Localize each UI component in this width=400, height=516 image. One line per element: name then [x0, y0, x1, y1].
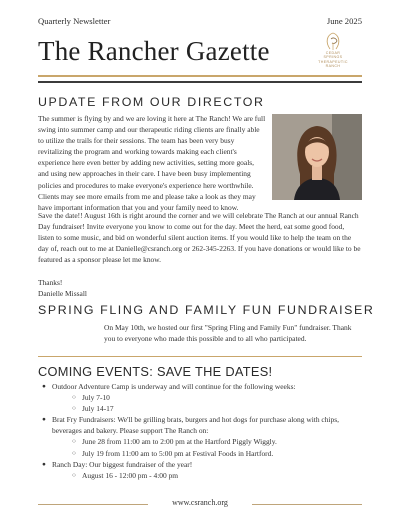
thanks-line: Thanks!	[38, 278, 63, 287]
fundraiser-heading: SPRING FLING AND FAMILY FUN FUNDRAISER	[38, 303, 375, 317]
logo-emblem-icon	[306, 30, 360, 52]
ranch-logo	[306, 30, 360, 72]
issue-date: June 2025	[326, 16, 362, 26]
director-paragraph-2: Save the date!! August 16th is right around the corner and we will celebrate The Ranch at our annual Ranch Day fundraiser! Invite everyone you know to come out for the day. Meet the herd, eat some good food, listen to some music, and bid on wonderful silent auction items. If you would like to help the team on the day of, reach out to me at Danielle@csranch.org or 262-345-2263. If you have donations or would like to be featured as a sponsor please let me know.	[38, 211, 361, 265]
director-heading: UPDATE FROM OUR DIRECTOR	[38, 95, 265, 109]
signature-name: Danielle Missall	[38, 289, 87, 299]
event-item: ● Ranch Day: Our biggest fundraiser of the year! ○ August 16 - 12:00 pm - 4:00 pm	[38, 459, 362, 481]
header-dark-rule	[38, 81, 362, 83]
section-divider	[38, 356, 362, 357]
event-item: ● Outdoor Adventure Camp is underway and will continue for the following weeks: ○ July 7-10 ○ July 14-17	[38, 381, 362, 414]
event-date: ○ June 28 from 11:00 am to 2:00 pm at the Hartford Piggly Wiggly.	[52, 436, 362, 447]
newsletter-kicker: Quarterly Newsletter	[38, 16, 111, 26]
page-title: The Rancher Gazette	[38, 36, 270, 66]
fundraiser-paragraph: On May 10th, we hosted our first "Spring Fling and Family Fun" fundraiser. Thank you to everyone who made this possible and to all who participated.	[104, 323, 352, 344]
header-top-row	[38, 16, 362, 28]
footer-website-link[interactable]: www.csranch.org	[172, 498, 228, 507]
event-date: ○ July 14-17	[52, 403, 362, 414]
event-date: ○ July 7-10	[52, 392, 362, 403]
footer-rule-right	[252, 504, 362, 505]
director-photo	[272, 114, 362, 200]
event-date: ○ August 16 - 12:00 pm - 4:00 pm	[52, 470, 362, 481]
events-heading: COMING EVENTS: SAVE THE DATES!	[38, 364, 273, 379]
header-gold-rule	[38, 75, 362, 77]
event-date: ○ July 19 from 11:00 am to 5:00 pm at Festival Foods in Hartford.	[52, 448, 362, 459]
event-item: ● Brat Fry Fundraisers: We'll be grilling brats, burgers and hot dogs for purchase along with chips, beverages and bakery. Please support The Ranch on: ○ June 28 from 11:00 am to 2:00 pm at the Hartford Piggly Wiggly. ○ July 19 from 11:00 am to 5:00 pm at Festival Foods in Hartford.	[38, 414, 362, 458]
events-list	[38, 381, 362, 481]
director-signoff	[38, 277, 238, 299]
logo-text: CEDAR SPRINGS THERAPEUTIC RANCH	[318, 51, 348, 69]
director-paragraph-1: The summer is flying by and we are loving it here at The Ranch! We are full swing into summer camp and our therapeutic riding clients are finally able to utilize the trails for their sessions. The team has been very busy revitalizing the program and working towards making each client's experience here even better by adding new activities, setting more goals, and using new approaches in their care. I have been busy implementing policies and procedures to make everyone's experience here worthwhile. Clients may see more emails from me and please take a look as they may have important information that you and your family need to know.	[38, 114, 266, 212]
